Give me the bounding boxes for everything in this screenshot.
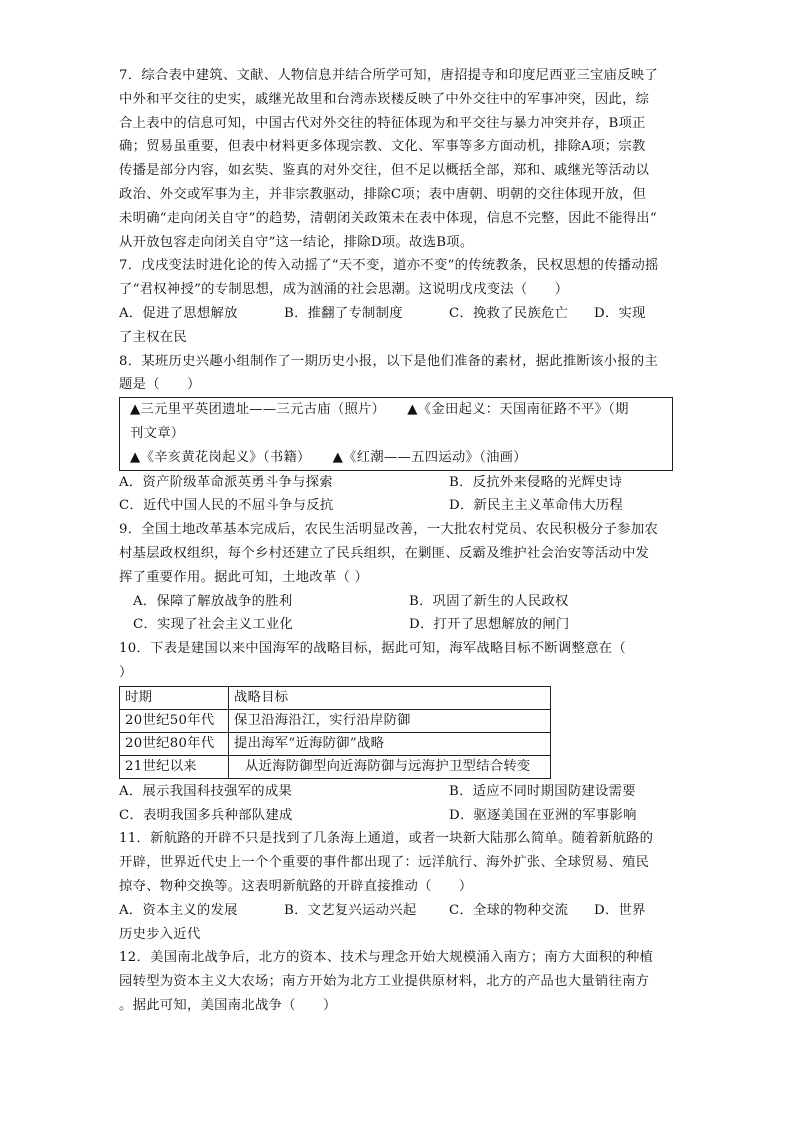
question-stem: 村基层政权组织，每个乡村还建立了民兵组织，在剿匪、反霸及维护社会治安等活动中发 bbox=[119, 545, 650, 561]
answer-options bbox=[119, 780, 675, 828]
material-item: ▲三元里平英团遗址——三元古庙（照片） bbox=[130, 402, 386, 418]
question-stem: 11．新航路的开辟不只是找到了几条海上通道，或者一块新大陆那么简单。随着新航路的 bbox=[119, 831, 654, 847]
question-8 bbox=[119, 350, 675, 519]
question-stem: 开辟，世界近代史上一个个重要的事件都出现了：远洋航行、海外扩张、全球贸易、殖民 bbox=[119, 855, 650, 871]
option-d[interactable]: D．新民主主义革命伟大历程 bbox=[449, 498, 624, 514]
materials-box bbox=[119, 397, 673, 470]
material-item: ▲《辛亥黄花岗起义》（书籍） bbox=[130, 449, 311, 465]
explanation-line: 合上表中的信息可知，中国古代对外交往的特征体现为和平交往与暴力冲突并存，B项正 bbox=[119, 115, 646, 131]
table-header: 时期 bbox=[120, 686, 229, 709]
table-cell: 从近海防御型向近海防御与远海护卫型结合转变 bbox=[229, 755, 551, 778]
option-a[interactable]: A．促进了思想解放 bbox=[119, 305, 238, 321]
explanation-line: 中外和平交往的史实，戚继光故里和台湾赤崁楼反映了中外交往中的军事冲突，因此，综 bbox=[119, 91, 650, 107]
table-cell: 提出海军“近海防御”战略 bbox=[229, 732, 551, 755]
materials-row bbox=[130, 446, 662, 470]
question-stem: 10．下表是建国以来中国海军的战略目标，据此可知，海军战略目标不断调整意在（ bbox=[119, 641, 627, 657]
option-b[interactable]: B．文艺复兴运动兴起 bbox=[284, 902, 417, 918]
option-d-continued: 了主权在民 bbox=[119, 329, 187, 345]
question-stem: 7．戊戌变法时进化论的传入动摇了“天不变，道亦不变”的传统教条，民权思想的传播动摇 bbox=[119, 258, 659, 274]
option-d[interactable]: D．打开了思想解放的闸门 bbox=[409, 617, 570, 633]
option-a[interactable]: A．资本主义的发展 bbox=[119, 902, 238, 918]
question-11 bbox=[119, 827, 675, 946]
explanation-line: 政治、外交或军事为主，并非宗教驱动，排除C项；表中唐朝、明朝的交往体现开放，但 bbox=[119, 186, 647, 202]
option-d[interactable]: D．世界 bbox=[594, 902, 646, 918]
option-c[interactable]: C．表明我国多兵种部队建成 bbox=[119, 807, 293, 823]
q7-explanation bbox=[119, 64, 675, 254]
question-12 bbox=[119, 946, 675, 1017]
explanation-line: 确；贸易虽重要，但表中材料更多体现宗教、文化、军事等多方面动机，排除A项；宗教 bbox=[119, 139, 646, 155]
option-c[interactable]: C．全球的物种交流 bbox=[449, 902, 569, 918]
explanation-line: 7．综合表中建筑、文献、人物信息并结合所学可知，唐招提寺和印度尼西亚三宝庙反映了 bbox=[119, 68, 659, 83]
table-cell: 20世纪50年代 bbox=[120, 709, 229, 732]
question-9 bbox=[119, 518, 675, 637]
table-row bbox=[120, 732, 551, 755]
material-item: ▲《红潮——五四运动》（油画） bbox=[332, 449, 527, 465]
option-d[interactable]: D．驱逐美国在亚洲的军事影响 bbox=[449, 807, 637, 823]
question-stem: 了“君权神授”的专制思想，成为汹涌的社会思潮。这说明戊戌变法（ ） bbox=[119, 282, 569, 298]
table-cell: 保卫沿海沿江，实行沿岸防御 bbox=[229, 709, 551, 732]
option-c[interactable]: C．实现了社会主义工业化 bbox=[133, 617, 294, 633]
materials-row bbox=[130, 398, 662, 422]
table-header-row bbox=[120, 686, 551, 709]
question-stem: 。据此可知，美国南北战争（ ） bbox=[119, 997, 337, 1013]
question-stem: 9．全国土地改革基本完成后，农民生活明显改善，一大批农村党员、农民积极分子参加农 bbox=[119, 522, 659, 538]
answer-options bbox=[119, 471, 675, 519]
explanation-line: 传播是部分内容，如玄奘、鉴真的对外交往，但不足以概括全部，郑和、戚继光等活动以 bbox=[119, 163, 650, 179]
question-stem: 8．某班历史兴趣小组制作了一期历史小报，以下是他们准备的素材，据此推断该小报的主 bbox=[119, 353, 659, 369]
exam-page bbox=[119, 64, 675, 1018]
answer-options bbox=[119, 590, 675, 638]
explanation-line: 未明确“走向闭关自守”的趋势，清朝闭关政策未在表中体现，信息不完整，因此不能得出“ bbox=[119, 210, 657, 226]
material-item-continued: 刊文章） bbox=[130, 425, 185, 441]
option-d[interactable]: D．实现 bbox=[594, 305, 646, 321]
option-c[interactable]: C．近代中国人民的不屈斗争与反抗 bbox=[119, 498, 334, 514]
option-b[interactable]: B．反抗外来侵略的光辉史诗 bbox=[449, 474, 623, 490]
question-stem: ） bbox=[119, 664, 133, 680]
table-row bbox=[120, 755, 551, 778]
question-stem: 12．美国南北战争后，北方的资本、技术与理念开始大规模涌入南方；南方大面积的种植 bbox=[119, 950, 654, 966]
table-row bbox=[120, 709, 551, 732]
table-cell: 21世纪以来 bbox=[120, 755, 229, 778]
option-a[interactable]: A．资产阶级革命派英勇斗争与探索 bbox=[119, 474, 333, 490]
question-stem: 园转型为资本主义大农场；南方开始为北方工业提供原材料，北方的产品也大量销往南方 bbox=[119, 974, 650, 990]
table-header: 战略目标 bbox=[229, 686, 551, 709]
option-b[interactable]: B．巩固了新生的人民政权 bbox=[409, 593, 569, 609]
option-a[interactable]: A．展示我国科技强军的成果 bbox=[119, 783, 293, 799]
question-stem: 掠夺、物种交换等。这表明新航路的开辟直接推动（ ） bbox=[119, 878, 473, 894]
option-b[interactable]: B．推翻了专制制度 bbox=[284, 305, 403, 321]
strategy-table bbox=[119, 686, 551, 779]
answer-options bbox=[119, 302, 675, 326]
answer-options bbox=[119, 899, 675, 923]
question-stem: 挥了重要作用。据此可知，土地改革（ ） bbox=[119, 569, 369, 585]
materials-row bbox=[130, 422, 662, 446]
question-stem: 题是（ ） bbox=[119, 377, 201, 393]
question-7 bbox=[119, 254, 675, 349]
explanation-line: 从开放包容走向闭关自守”这一结论，排除D项。故选B项。 bbox=[119, 234, 474, 250]
option-b[interactable]: B．适应不同时期国防建设需要 bbox=[449, 783, 636, 799]
material-item: ▲《金田起义：天国南征路不平》（期 bbox=[407, 402, 629, 418]
table-cell: 20世纪80年代 bbox=[120, 732, 229, 755]
option-d-continued: 历史步入近代 bbox=[119, 926, 201, 942]
question-10 bbox=[119, 637, 675, 827]
option-c[interactable]: C．挽救了民族危亡 bbox=[449, 305, 569, 321]
option-a[interactable]: A．保障了解放战争的胜利 bbox=[133, 593, 293, 609]
